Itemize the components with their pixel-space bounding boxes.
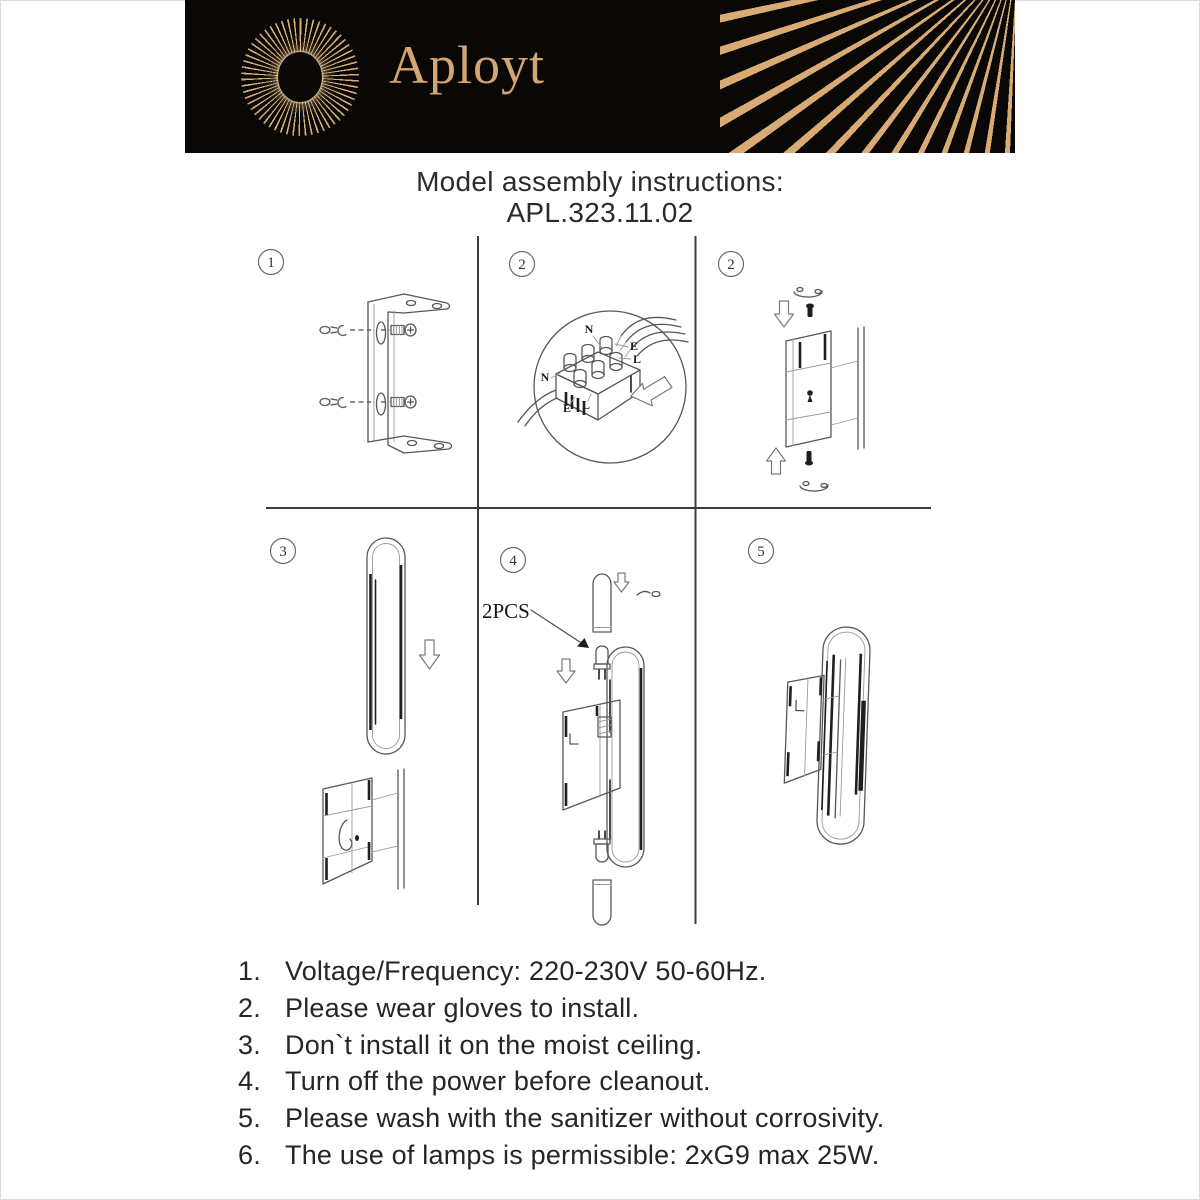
item-number: 1.	[238, 956, 261, 986]
instruction-list	[238, 953, 1018, 1174]
page-title: Model assembly instructions:	[416, 166, 784, 197]
insert-arrow-left-icon	[628, 376, 674, 410]
item-number: 5.	[238, 1103, 261, 1134]
svg-text:E: E	[562, 401, 572, 415]
svg-text:2: 2	[727, 257, 735, 273]
step3-ring-drawing	[323, 538, 440, 889]
wire-label-n-left	[541, 370, 560, 384]
up-arrow-icon	[767, 448, 786, 474]
list-item	[238, 1100, 1018, 1137]
step5-assembled-lamp-drawing	[782, 625, 871, 845]
step2b-body-mounting-drawing	[767, 288, 865, 492]
base-box-icon	[563, 700, 620, 810]
step-badge-1	[259, 250, 284, 275]
list-item	[238, 953, 1018, 990]
svg-text:L: L	[581, 398, 591, 412]
svg-text:N: N	[540, 370, 550, 384]
wall-anchor-bottom-icon	[320, 398, 371, 408]
quantity-callout	[482, 599, 589, 648]
svg-text:N: N	[584, 322, 594, 336]
item-text: Turn off the power before cleanout.	[285, 1066, 711, 1097]
small-down-arrow-icon	[614, 573, 629, 592]
step-badge-5	[749, 539, 774, 564]
down-arrow-icon	[557, 659, 575, 683]
svg-text:L: L	[632, 352, 642, 366]
list-item	[238, 1027, 1018, 1064]
svg-text:E: E	[629, 339, 639, 353]
top-cap-icon	[794, 288, 822, 298]
small-fastener-icon	[637, 591, 660, 596]
step4-lamps-drawing	[482, 573, 660, 925]
item-text: The use of lamps is permissible: 2xG9 max 25W.	[285, 1139, 880, 1170]
wire-label-l-bottom	[582, 394, 591, 412]
top-tube-icon	[593, 574, 611, 632]
svg-text:5: 5	[757, 544, 765, 560]
bottom-tube-icon	[593, 880, 611, 925]
item-text: Please wash with the sanitizer without corrosivity.	[285, 1103, 885, 1134]
svg-text:4: 4	[509, 553, 517, 569]
down-arrow-icon	[775, 301, 794, 327]
step1-bracket-drawing	[320, 294, 452, 453]
item-text: Please wear gloves to install.	[285, 992, 640, 1023]
base-box-icon	[323, 778, 372, 884]
svg-text:3: 3	[279, 544, 287, 560]
list-item	[238, 1137, 1018, 1174]
item-number: 6.	[238, 1139, 261, 1170]
step-badge-3	[271, 539, 296, 564]
step-badge-4	[501, 548, 526, 573]
item-number: 3.	[238, 1029, 261, 1060]
wire-out-2	[525, 398, 557, 426]
svg-text:2: 2	[518, 257, 526, 273]
item-text: Don`t install it on the moist ceiling.	[285, 1029, 703, 1060]
step-badge-2	[510, 252, 535, 277]
step2-wiring-drawing	[518, 311, 688, 463]
screw-top-icon	[381, 324, 416, 336]
svg-text:1: 1	[267, 255, 275, 271]
svg-text:2PCS: 2PCS	[482, 599, 530, 623]
keyhole-icon	[807, 390, 813, 402]
list-item	[238, 990, 1018, 1027]
wall-anchor-top-icon	[320, 326, 371, 336]
item-number: 2.	[238, 992, 261, 1023]
list-item	[238, 1063, 1018, 1100]
screw-dark-bottom-icon	[805, 451, 813, 466]
down-arrow-icon	[420, 640, 440, 669]
model-number: APL.323.11.02	[506, 197, 694, 228]
screw-dark-top-icon	[806, 304, 814, 318]
step-badge-2b	[719, 252, 744, 277]
wire-hook-icon	[339, 820, 352, 850]
bottom-cap-icon	[800, 482, 828, 492]
screw-bottom-icon	[381, 396, 416, 408]
brand-name: Aployt	[389, 35, 546, 95]
item-number: 4.	[238, 1066, 261, 1097]
item-text: Voltage/Frequency: 220-230V 50-60Hz.	[285, 956, 767, 986]
